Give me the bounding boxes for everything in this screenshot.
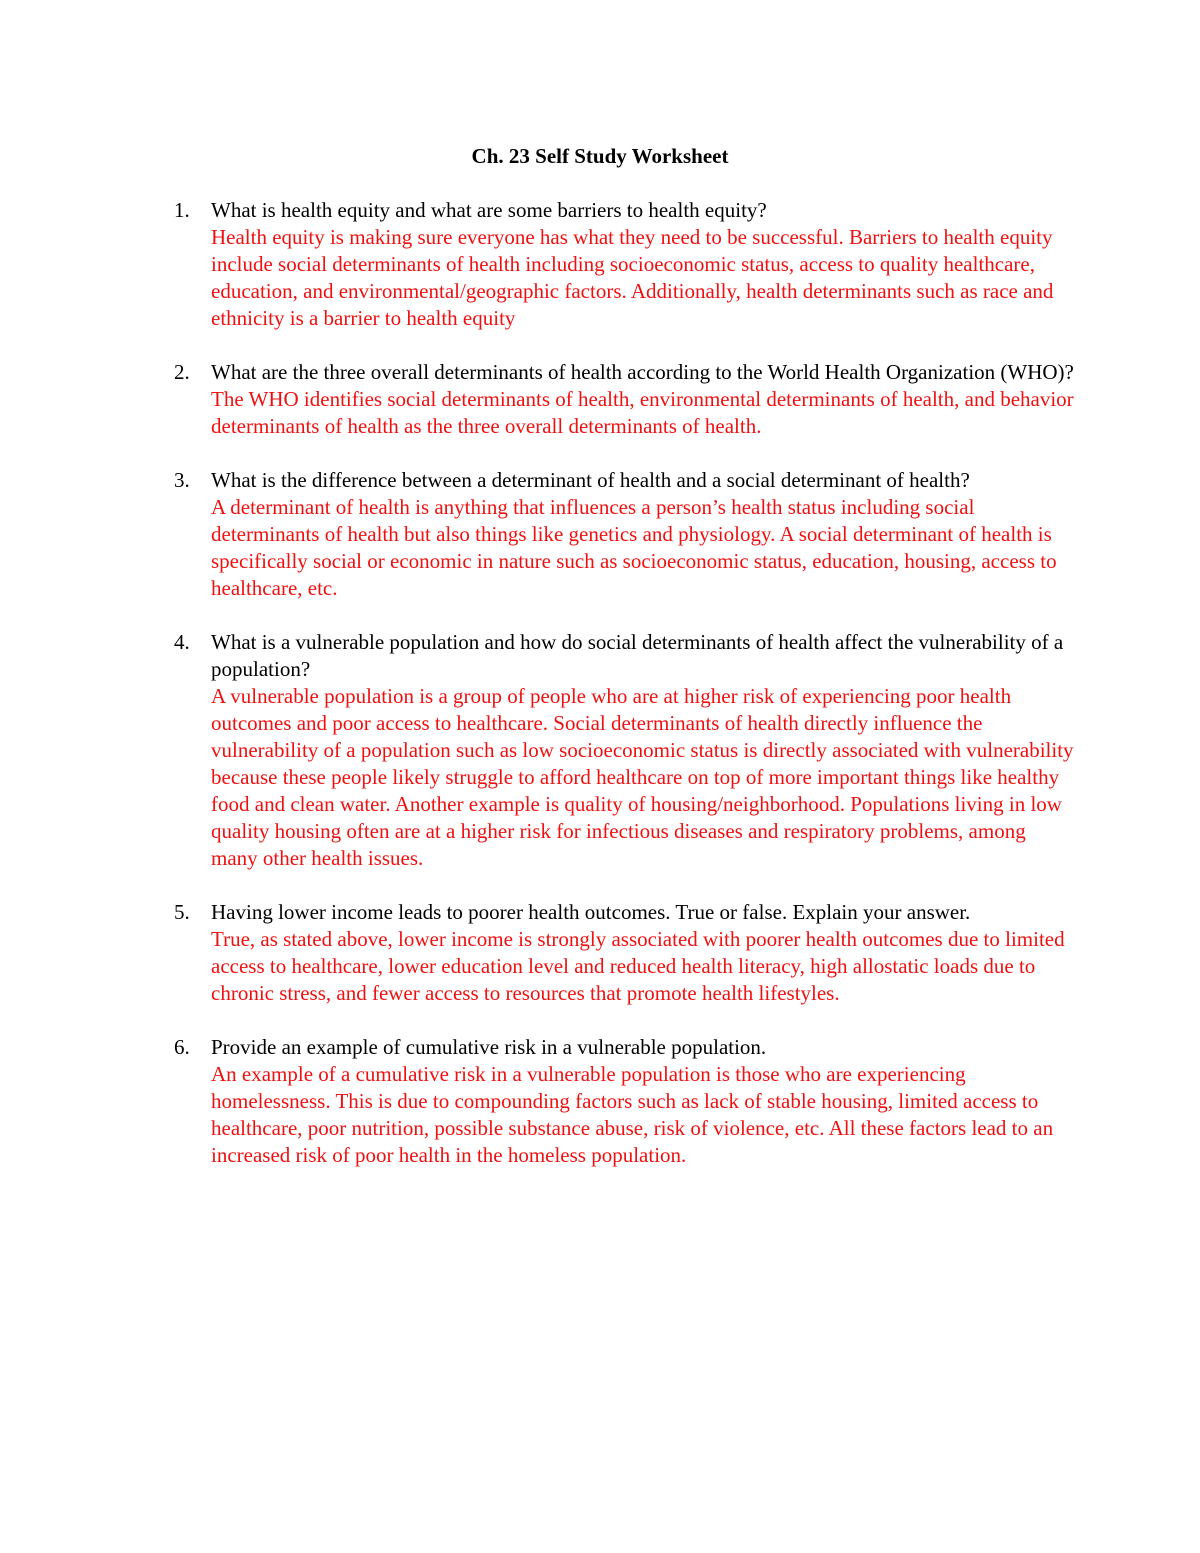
question-item-6	[174, 1034, 1074, 1169]
question-number: 4.	[174, 630, 190, 654]
question-number: 3.	[174, 468, 190, 492]
question-text: Having lower income leads to poorer health outcomes. True or false. Explain your answer.	[211, 900, 971, 924]
answer-text: An example of a cumulative risk in a vulnerable population is those who are experiencing homelessness. This is due to compounding factors such as lack of stable housing, limited access to healthcare, poor nutrition, possible substance abuse, risk of violence, etc. All these factors lead to an increased risk of poor health in the homeless population.	[211, 1062, 1054, 1167]
question-item-3	[174, 467, 1074, 602]
question-list	[174, 197, 1074, 1196]
question-text: What is the difference between a determinant of health and a social determinant of health?	[211, 468, 970, 492]
answer-text: The WHO identifies social determinants of health, environmental determinants of health, and behavior determinants of health as the three overall determinants of health.	[211, 387, 1074, 438]
answer-text: True, as stated above, lower income is strongly associated with poorer health outcomes due to limited access to healthcare, lower education level and reduced health literacy, high allostatic loads due to chronic stress, and fewer access to resources that promote health lifestyles.	[211, 927, 1065, 1005]
question-text: What is a vulnerable population and how do social determinants of health affect the vulnerability of a population?	[211, 630, 1064, 681]
question-item-4	[174, 629, 1074, 872]
question-text: What are the three overall determinants of health according to the World Health Organization (WHO)?	[211, 360, 1074, 384]
question-item-2	[174, 359, 1074, 440]
question-number: 1.	[174, 198, 190, 222]
question-number: 6.	[174, 1035, 190, 1059]
answer-text: Health equity is making sure everyone has what they need to be successful. Barriers to health equity include social determinants of health including socioeconomic status, access to quality healthcare, education, and environmental/geographic factors. Additionally, health determinants such as race and ethnicity is a barrier to health equity	[211, 225, 1054, 330]
question-number: 2.	[174, 360, 190, 384]
question-item-5	[174, 899, 1074, 1007]
question-number: 5.	[174, 900, 190, 924]
answer-text: A determinant of health is anything that influences a person’s health status including social determinants of health but also things like genetics and physiology. A social determinant of health is specifically social or economic in nature such as socioeconomic status, education, housing, access to healthcare, etc.	[211, 495, 1057, 600]
answer-text: A vulnerable population is a group of people who are at higher risk of experiencing poor health outcomes and poor access to healthcare. Social determinants of health directly influence the vulnerability of a population such as low socioeconomic status is directly associated with vulnerability because these people likely struggle to afford healthcare on top of more important things like healthy food and clean water. Another example is quality of housing/neighborhood. Populations living in low quality housing often are at a higher risk for infectious diseases and respiratory problems, among many other health issues.	[211, 684, 1074, 870]
question-text: What is health equity and what are some barriers to health equity?	[211, 198, 767, 222]
worksheet-title: Ch. 23 Self Study Worksheet	[471, 144, 729, 168]
question-text: Provide an example of cumulative risk in a vulnerable population.	[211, 1035, 767, 1059]
question-item-1	[174, 197, 1074, 332]
